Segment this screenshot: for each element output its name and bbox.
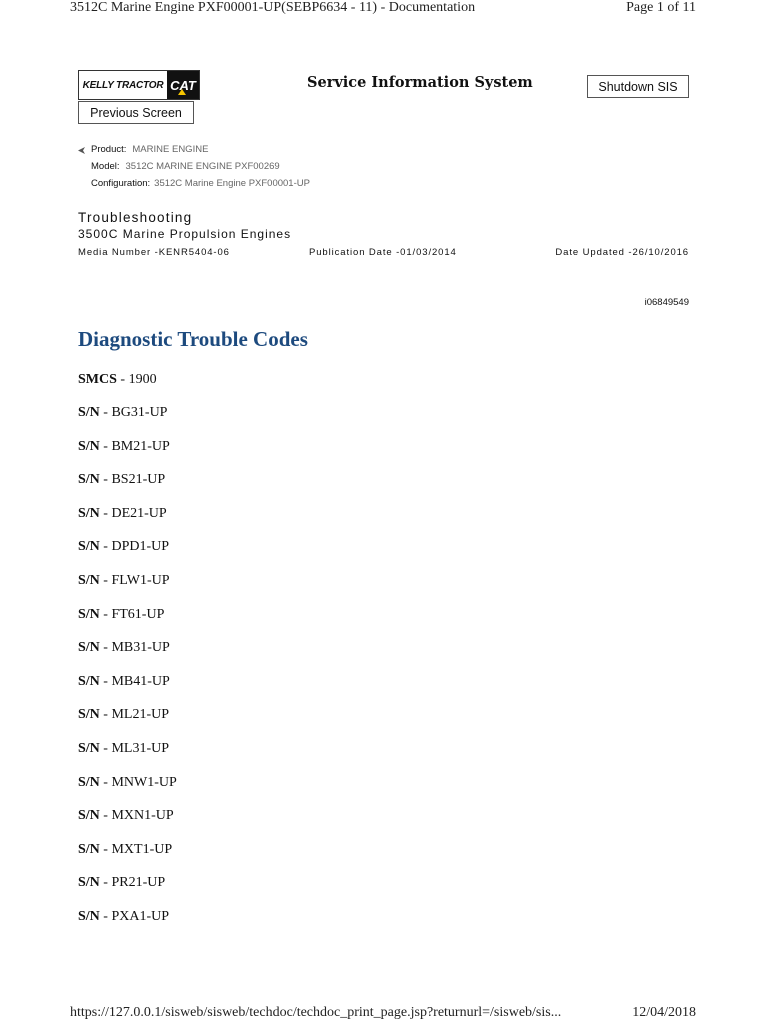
page-title: Diagnostic Trouble Codes bbox=[78, 327, 308, 351]
serial-number-row bbox=[78, 808, 174, 824]
page-indicator: Page 1 of 11 bbox=[626, 0, 696, 15]
serial-number-value: - BS21-UP bbox=[99, 472, 166, 487]
date-updated: Date Updated -26/10/2016 bbox=[555, 247, 689, 258]
serial-number-row bbox=[78, 909, 169, 925]
serial-number-value: - FLW1-UP bbox=[99, 573, 170, 588]
product-label: Product: bbox=[91, 144, 127, 155]
serial-number-row bbox=[78, 506, 167, 522]
sis-title: Service Information System bbox=[307, 74, 533, 91]
serial-number-label: S/N bbox=[78, 506, 100, 521]
serial-number-row bbox=[78, 775, 177, 791]
previous-screen-button[interactable]: Previous Screen bbox=[78, 101, 194, 124]
serial-number-value: - MXN1-UP bbox=[99, 808, 174, 823]
cat-logo: CAT bbox=[167, 71, 199, 99]
serial-number-value: - PR21-UP bbox=[99, 875, 166, 890]
smcs-value: - 1900 bbox=[116, 372, 157, 387]
collapse-arrow-icon[interactable] bbox=[77, 146, 86, 155]
serial-number-row bbox=[78, 842, 172, 858]
serial-number-row bbox=[78, 875, 165, 891]
serial-number-value: - DE21-UP bbox=[99, 506, 167, 521]
serial-number-label: S/N bbox=[78, 875, 100, 890]
serial-number-value: - BM21-UP bbox=[99, 439, 170, 454]
serial-number-row bbox=[78, 405, 167, 421]
model-row bbox=[91, 161, 280, 172]
serial-number-row bbox=[78, 539, 169, 555]
serial-number-label: S/N bbox=[78, 607, 100, 622]
serial-number-row bbox=[78, 607, 164, 623]
print-footer bbox=[0, 1005, 768, 1024]
serial-number-row bbox=[78, 472, 165, 488]
serial-number-row bbox=[78, 640, 170, 656]
serial-number-value: - MNW1-UP bbox=[99, 775, 177, 790]
serial-number-label: S/N bbox=[78, 405, 100, 420]
print-header bbox=[0, 0, 768, 20]
serial-number-label: S/N bbox=[78, 539, 100, 554]
footer-url: https://127.0.0.1/sisweb/sisweb/techdoc/techdoc_print_page.jsp?returnurl=/sisweb/sis... bbox=[70, 1005, 562, 1020]
serial-number-row bbox=[78, 741, 169, 757]
serial-number-row bbox=[78, 573, 170, 589]
configuration-row bbox=[91, 178, 310, 189]
serial-number-label: S/N bbox=[78, 842, 100, 857]
footer-date: 12/04/2018 bbox=[632, 1005, 696, 1020]
serial-number-row bbox=[78, 674, 170, 690]
serial-number-value: - MXT1-UP bbox=[99, 842, 173, 857]
serial-number-row bbox=[78, 439, 170, 455]
serial-number-value: - MB31-UP bbox=[99, 640, 170, 655]
model-value: 3512C MARINE ENGINE PXF00269 bbox=[125, 161, 280, 172]
serial-number-row bbox=[78, 707, 169, 723]
serial-number-label: S/N bbox=[78, 674, 100, 689]
dealer-logo-text: KELLY TRACTOR bbox=[82, 79, 164, 91]
print-doc-title: 3512C Marine Engine PXF00001-UP(SEBP6634 - 11) - Documentation bbox=[70, 0, 476, 15]
smcs-label: SMCS bbox=[78, 372, 117, 387]
shutdown-sis-button[interactable]: Shutdown SIS bbox=[587, 75, 689, 98]
serial-number-label: S/N bbox=[78, 775, 100, 790]
document-id: i06849549 bbox=[644, 297, 689, 308]
media-number: Media Number -KENR5404-06 bbox=[78, 247, 230, 258]
serial-number-value: - FT61-UP bbox=[99, 607, 165, 622]
document-category: Troubleshooting bbox=[78, 210, 193, 225]
product-row bbox=[91, 144, 208, 155]
smcs-row bbox=[78, 372, 157, 388]
serial-number-label: S/N bbox=[78, 909, 100, 924]
kelly-tractor-cat-logo bbox=[78, 70, 200, 100]
serial-number-label: S/N bbox=[78, 439, 100, 454]
serial-number-value: - PXA1-UP bbox=[99, 909, 170, 924]
document-subtitle: 3500C Marine Propulsion Engines bbox=[78, 227, 292, 241]
model-label: Model: bbox=[91, 161, 120, 172]
serial-number-label: S/N bbox=[78, 573, 100, 588]
serial-number-label: S/N bbox=[78, 707, 100, 722]
serial-number-label: S/N bbox=[78, 472, 100, 487]
publication-date: Publication Date -01/03/2014 bbox=[309, 247, 457, 258]
serial-number-label: S/N bbox=[78, 808, 100, 823]
configuration-value: 3512C Marine Engine PXF00001-UP bbox=[154, 178, 310, 189]
configuration-label: Configuration: bbox=[91, 178, 151, 189]
serial-number-value: - ML21-UP bbox=[99, 707, 170, 722]
serial-number-label: S/N bbox=[78, 741, 100, 756]
serial-number-label: S/N bbox=[78, 640, 100, 655]
serial-number-value: - DPD1-UP bbox=[99, 539, 170, 554]
serial-number-value: - ML31-UP bbox=[99, 741, 170, 756]
product-value: MARINE ENGINE bbox=[132, 144, 209, 155]
serial-number-value: - MB41-UP bbox=[99, 674, 170, 689]
serial-number-value: - BG31-UP bbox=[99, 405, 168, 420]
